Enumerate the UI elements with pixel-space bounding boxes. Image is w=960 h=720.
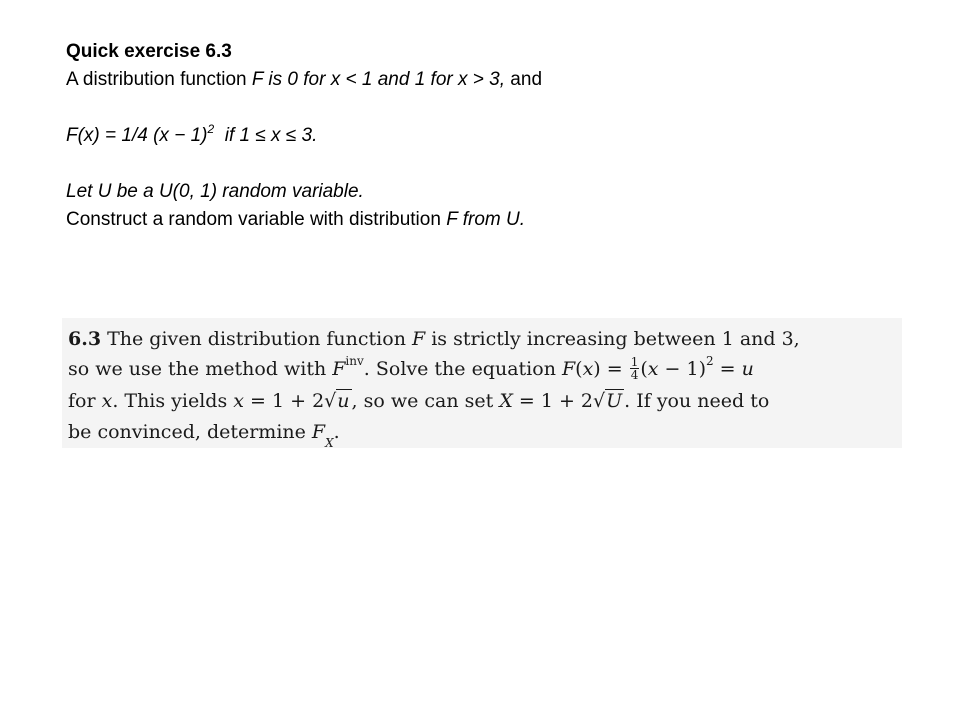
math-symbol: x [101,390,113,412]
math-symbol: x [233,390,244,412]
exercise-line-1-b: F is 0 for x < 1 and 1 for x > [251,69,490,90]
exercise-title: Quick exercise 6.3 [66,41,232,62]
solution-number: 6.3 [68,328,102,350]
solution-text: . Solve the equation [363,358,562,380]
solution-text: . [333,421,340,443]
exercise-block [66,38,542,234]
solution-text: for [68,390,102,412]
math-symbol: u [741,358,754,380]
fraction-numerator: 1 [630,354,639,369]
solution-text: The given distribution function [101,328,412,350]
exercise-formula-a: F(x) = 1/4 (x − 1) [66,125,208,146]
exercise-line-1-c: 3, [489,69,506,90]
exercise-line-4-a: Construct a random variable with distribution [66,209,447,230]
solution-text: , so we can set [351,390,500,412]
math-symbol: x [647,358,659,380]
solution-text: be convinced, determine [68,421,312,443]
exercise-formula [66,122,542,150]
solution-excerpt [62,318,902,448]
math-text: ( [575,358,583,380]
math-text: − 1) [658,358,706,380]
math-text: = 1 + 2 [243,390,325,412]
solution-text: so we use the method with [68,358,333,380]
exercise-line-4-b: F from U. [446,209,526,230]
radicand: u [337,390,350,412]
solution-text: is strictly increasing between 1 and 3, [425,328,800,350]
exercise-line-4 [66,206,542,234]
exercise-formula-b: if 1 ≤ x ≤ 3. [214,125,318,146]
solution-line-1 [68,324,800,354]
fraction [630,356,640,381]
exercise-formula-exponent: 2 [207,121,215,136]
radical-sign: √ [593,390,606,412]
square-root [324,386,351,416]
solution-line-4 [68,417,340,450]
math-symbol: x [582,358,594,380]
math-text: ( [640,358,648,380]
radicand: U [606,390,623,412]
math-superscript: inv [345,353,364,368]
math-symbol: F [311,421,326,443]
math-text: = 1 + 2 [512,390,594,412]
math-symbol: F [332,358,346,380]
math-text: ) = [593,358,629,380]
math-symbol: X [499,390,513,412]
exercise-line-1-d: and [505,69,543,90]
exercise-line-1 [66,66,542,94]
math-text: = [713,358,742,380]
radical-sign: √ [324,390,337,412]
math-symbol: F [411,328,426,350]
solution-text: . This yields [112,390,234,412]
solution-text: . If you need to [624,390,770,412]
exercise-line-1-a: A distribution function [66,69,252,90]
spacer [66,150,542,178]
exercise-line-3: Let U be a U(0, 1) random variable. [66,181,364,202]
spacer [66,94,542,122]
square-root [593,386,624,416]
fraction-denominator: 4 [630,367,639,382]
math-symbol: F [561,358,576,380]
solution-line-2 [68,354,754,384]
math-superscript: 2 [706,353,714,368]
solution-line-3 [68,386,769,416]
math-subscript: X [325,435,334,450]
